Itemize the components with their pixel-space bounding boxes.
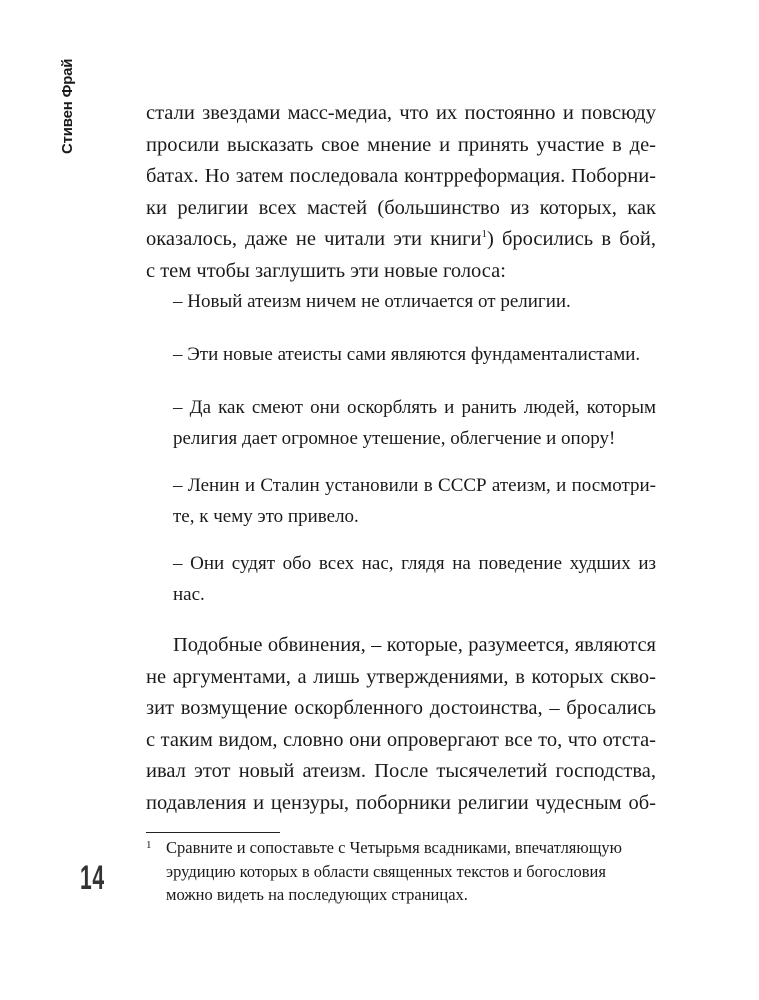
text-line: с таким видом, словно они опровергают все то, что отста- (146, 728, 656, 751)
text-fragment: оказалось, даже не читали эти книги (146, 228, 482, 250)
paragraph-2 (146, 630, 656, 819)
text-line: ивал этот новый атеизм. После тысячелетий господства, (146, 760, 656, 782)
text-line (146, 224, 656, 256)
text-line: – Новый атеизм ничем не отличается от религии. (173, 291, 571, 312)
text-line: – Они судят обо всех нас, глядя на поведение худших из (173, 553, 656, 574)
text-line: – Эти новые атеисты сами являются фундаменталистами. (173, 344, 641, 365)
footnote (146, 836, 656, 907)
text-fragment: ) бросились в бой, (486, 228, 656, 250)
text-line: – Ленин и Сталин установили в СССР атеизм, и посмотри- (173, 475, 656, 496)
text-line: стали звездами масс-медиа, что их постоянно и повсюду (146, 102, 656, 124)
text-line: зит возмущение оскорбленного достоинства, – бросались (146, 697, 656, 719)
text-line: ки религии всех мастей (большинство из которых, как (146, 196, 656, 219)
page-number: 14 (80, 859, 105, 897)
text-line: подавления и цензуры, поборники религии чудесным об- (146, 791, 656, 814)
text-line: не аргументами, а лишь утверждениями, в которых скво- (146, 665, 656, 688)
text-line: с тем чтобы заглушить эти новые голоса: (146, 259, 506, 282)
quote-item (173, 392, 656, 454)
paragraph-1 (146, 98, 656, 287)
footnote-text (166, 836, 656, 907)
footnote-line: Сравните и сопоставьте с Четырьмя всадниками, впечатляющую (166, 838, 623, 857)
quote-item (173, 548, 656, 610)
quote-item (173, 339, 656, 370)
footnote-divider (146, 832, 280, 833)
text-line: батах. Но затем последовала контрреформация. Поборни- (146, 165, 656, 187)
text-line: – Да как смеют они оскорблять и ранить людей, которым (173, 397, 656, 418)
text-line: нас. (173, 584, 205, 605)
quote-item (173, 470, 656, 532)
text-line: религия дает огромное утешение, облегчение и опору! (173, 428, 616, 449)
footnote-marker: 1 (146, 839, 152, 851)
quote-item (173, 286, 656, 317)
text-line: те, к чему это привело. (173, 506, 359, 527)
footnote-ref[interactable]: 1 (481, 228, 487, 240)
footnote-line: можно видеть на последующих страницах. (166, 885, 468, 904)
text-line: Подобные обвинения, – которые, разумеется, являются (173, 634, 656, 656)
text-line: просили высказать свое мнение и принять участие в де- (146, 133, 656, 156)
footnote-line: эрудицию которых в области священных текстов и богословия (166, 861, 606, 881)
running-head-author: Стивен Фрай (59, 58, 76, 154)
